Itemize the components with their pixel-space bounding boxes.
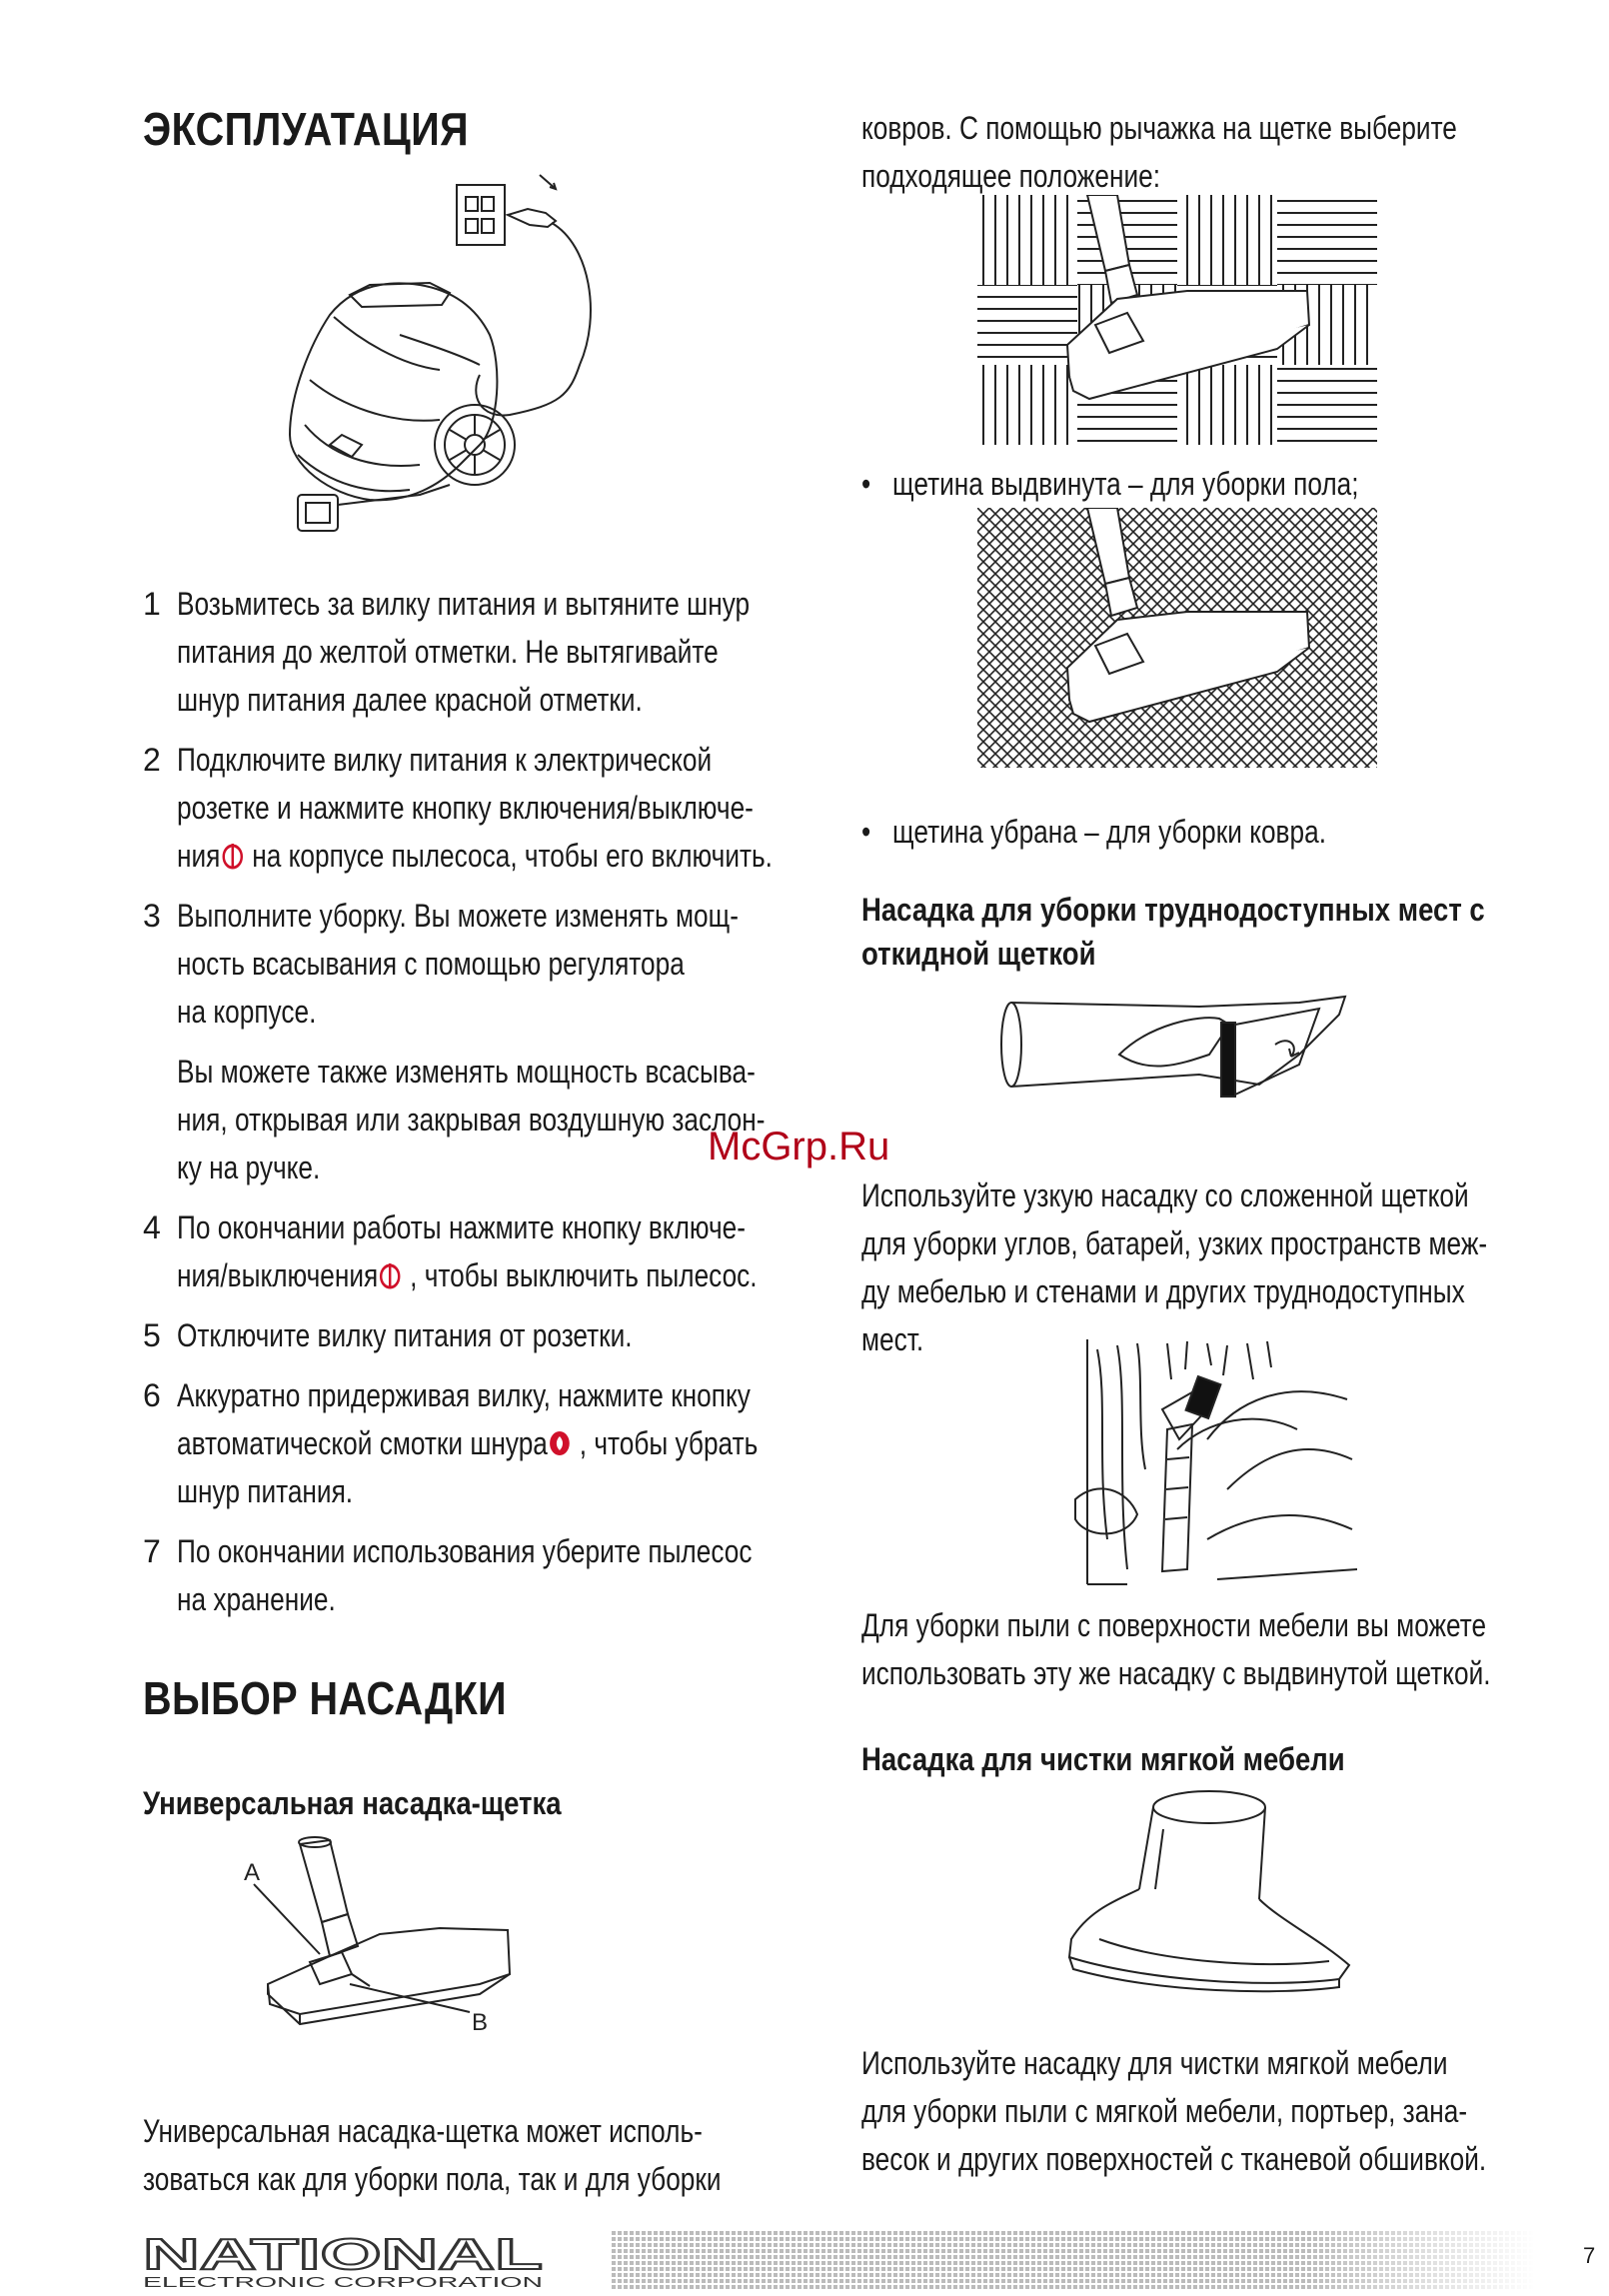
vacuum-cleaner-illustration	[270, 165, 610, 545]
step-text-line	[177, 832, 816, 880]
step-number: 4	[143, 1209, 161, 1245]
paragraph-line: зоваться как для уборки пола, так и для уборки	[143, 2161, 722, 2197]
step-text-line: По окончании использования уберите пылесос	[177, 1533, 753, 1569]
brand-logo	[143, 2231, 553, 2291]
step-text-line: Подключите вилку питания к электрической	[177, 742, 713, 778]
step-text-line: шнур питания.	[177, 1473, 354, 1509]
step-text-line: Вы можете также изменять мощность всасыва-	[177, 1054, 756, 1090]
paragraph-line: ду мебелью и стенами и других труднодоступных	[861, 1273, 1465, 1309]
bullet-floor	[861, 460, 1532, 508]
step-number: 3	[143, 898, 161, 934]
paragraph-line: Используйте узкую насадку со сложенной щеткой	[861, 1177, 1469, 1213]
subsection-crevice-tool	[861, 888, 1485, 976]
paragraph-line: Для уборки пыли с поверхности мебели вы можете	[861, 1607, 1487, 1643]
subsection-universal-brush: Универсальная насадка-щетка	[143, 1785, 562, 1821]
paragraph-line: Универсальная насадка-щетка может исполь-	[143, 2113, 703, 2149]
radiator-cleaning-illustration	[1067, 1339, 1357, 1589]
step-text-line: ку на ручке.	[177, 1149, 321, 1185]
furniture-dust-description	[861, 1601, 1532, 1697]
carpet-brush-illustration	[977, 508, 1377, 768]
step-number: 6	[143, 1377, 161, 1413]
section-title-operation: ЭКСПЛУАТАЦИЯ	[143, 103, 469, 155]
page-number: 7	[1583, 2243, 1596, 2268]
step-number: 2	[143, 742, 161, 778]
subsection-upholstery-tool: Насадка для чистки мягкой мебели	[861, 1741, 1345, 1777]
bullet-text: щетина выдвинута – для уборки пола;	[892, 466, 1359, 502]
step-text-line: розетке и нажмите кнопку включения/выключе-	[177, 790, 754, 826]
step-text-line: Выполните уборку. Вы можете изменять мощ-	[177, 898, 739, 934]
step-text-line: По окончании работы нажмите кнопку включе-	[177, 1209, 746, 1245]
step-text-line: Возьмитесь за вилку питания и вытяните шнур	[177, 586, 751, 622]
bullet-dot: •	[861, 814, 893, 850]
step-text-part: , чтобы выключить пылесос.	[402, 1257, 758, 1293]
step-number: 7	[143, 1533, 161, 1569]
heading-line: откидной щеткой	[861, 936, 1096, 972]
step-text-line: на хранение.	[177, 1581, 336, 1617]
paragraph-line: мест.	[861, 1321, 924, 1357]
bullet-line	[861, 808, 1532, 856]
power-icon	[220, 841, 245, 871]
bullet-carpet	[861, 808, 1532, 856]
paragraph-line: весок и других поверхностей с тканевой обшивкой.	[861, 2141, 1487, 2177]
paragraph-line: подходящее положение:	[861, 158, 1160, 194]
step-text-line	[177, 1251, 816, 1299]
step-number: 1	[143, 586, 161, 622]
intro-paragraph	[861, 104, 1532, 200]
watermark: McGrp.Ru	[708, 1125, 890, 1168]
step-text-line: ния, открывая или закрывая воздушную заслон-	[177, 1102, 766, 1138]
paragraph-line: Используйте насадку для чистки мягкой мебели	[861, 2045, 1448, 2081]
paragraph-line: ковров. С помощью рычажка на щетке выберите	[861, 110, 1457, 146]
universal-brush-illustration	[240, 1834, 530, 2074]
step-text-part: , чтобы убрать	[572, 1425, 759, 1461]
step-text-part: на корпусе пылесоса, чтобы его включить.	[244, 838, 773, 874]
section-title-attachment-choice: ВЫБОР НАСАДКИ	[143, 1672, 508, 1724]
label-b: B	[472, 2009, 489, 2036]
universal-brush-description	[143, 2107, 813, 2203]
step-text-part: ния	[177, 838, 221, 874]
step-text-line: питания до желтой отметки. Не вытягивайте	[177, 634, 719, 670]
step-text-line: шнур питания далее красной отметки.	[177, 682, 643, 718]
step-text-line: Аккуратно придерживая вилку, нажмите кнопку	[177, 1377, 751, 1413]
heading-line: Насадка для уборки труднодоступных мест с	[861, 892, 1485, 928]
step-text-line: на корпусе.	[177, 994, 317, 1030]
paragraph-line: использовать эту же насадку с выдвинутой щеткой.	[861, 1655, 1491, 1691]
bullet-line	[861, 460, 1532, 508]
bullet-dot: •	[861, 466, 893, 502]
footer-dot-pattern	[612, 2231, 1536, 2289]
label-a: A	[244, 1859, 261, 1886]
upholstery-tool-illustration	[1059, 1789, 1359, 1999]
cord-rewind-icon	[548, 1428, 573, 1458]
crevice-tool-illustration	[999, 995, 1359, 1115]
paragraph-line: для уборки углов, батарей, узких пространств меж-	[861, 1225, 1488, 1261]
brand-subtitle: ELECTRONIC CORPORATION	[143, 2274, 543, 2291]
step-text-part: автоматической смотки шнура	[177, 1425, 548, 1461]
step-text-line: ность всасывания с помощью регулятора	[177, 946, 685, 982]
floor-brush-illustration	[977, 195, 1377, 445]
step-text-part: ния/выключения	[177, 1257, 379, 1293]
step-text-line	[177, 1419, 816, 1467]
paragraph-line: для уборки пыли с мягкой мебели, портьер, зана-	[861, 2093, 1468, 2129]
brand-name: NATIONAL	[143, 2231, 543, 2279]
upholstery-tool-description	[861, 2039, 1532, 2183]
step-number: 5	[143, 1317, 161, 1353]
bullet-text: щетина убрана – для уборки ковра.	[892, 814, 1326, 850]
step-text-line: Отключите вилку питания от розетки.	[177, 1317, 633, 1353]
power-icon	[378, 1260, 403, 1290]
crevice-tool-description	[861, 1171, 1532, 1363]
